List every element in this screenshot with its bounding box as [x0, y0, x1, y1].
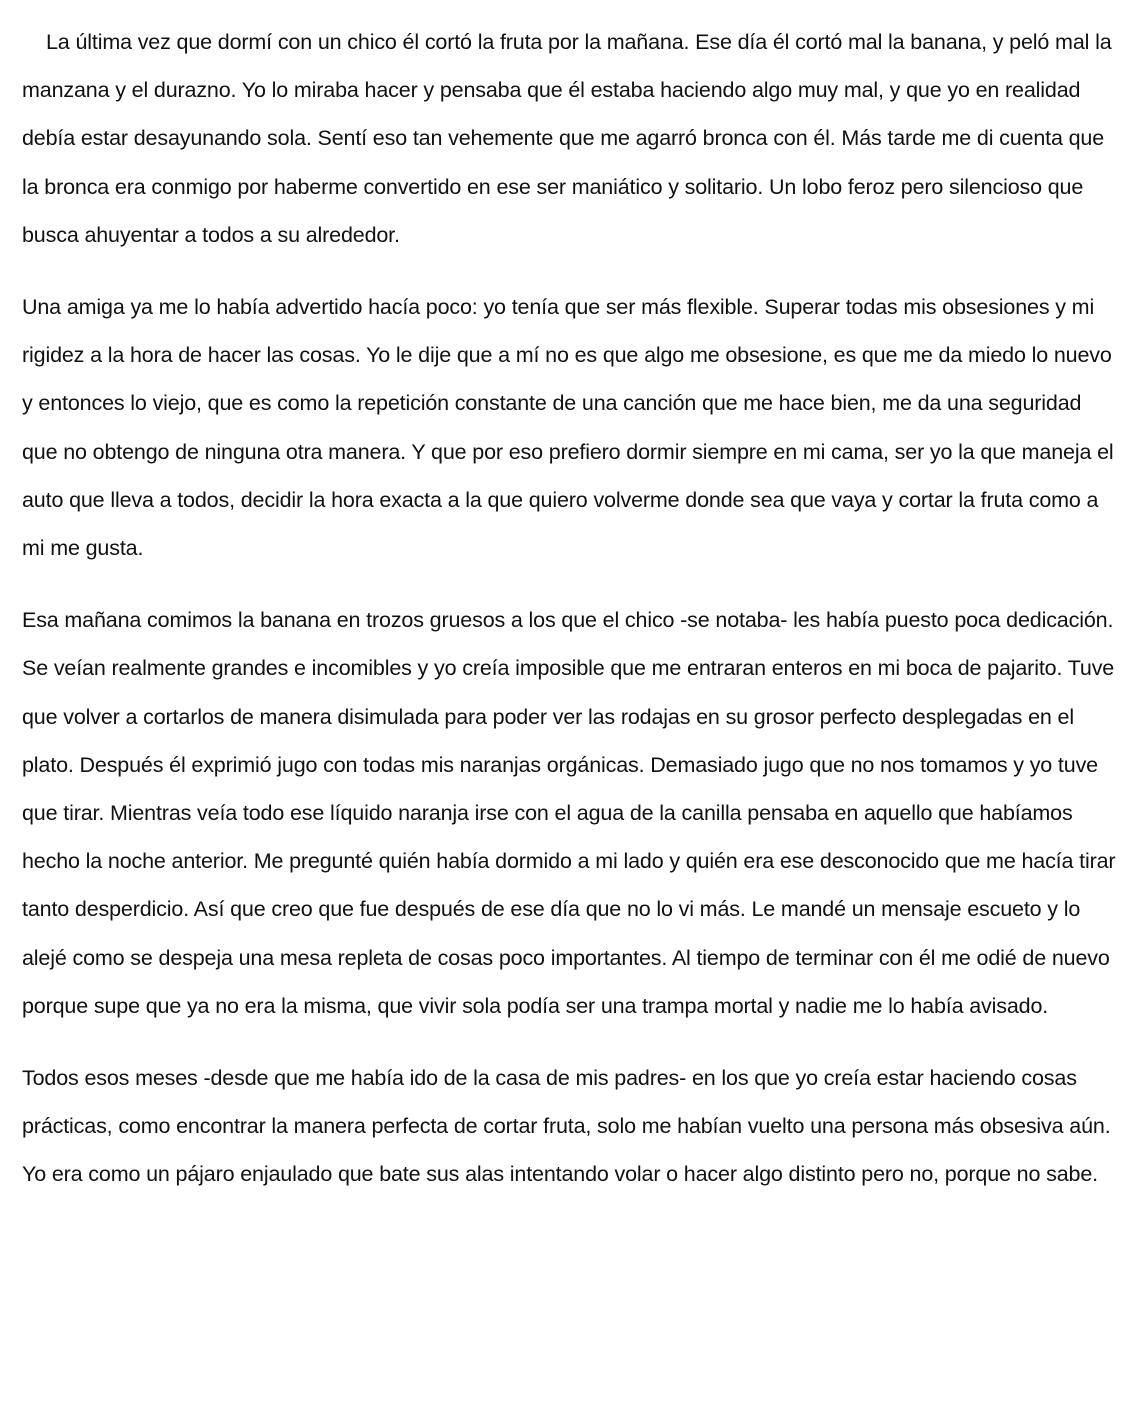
- paragraph-4: Todos esos meses -desde que me había ido de la casa de mis padres- en los que yo creía estar haciendo cosas prácticas, como encontrar la manera perfecta de cortar fruta, solo me habían vuelto una persona más obsesiva aún. Yo era como un pájaro enjaulado que bate sus alas intentando volar o hacer algo distinto pero no, porque no sabe.: [22, 1066, 1111, 1187]
- paragraph-1: La última vez que dormí con un chico él cortó la fruta por la mañana. Ese día él cortó mal la banana, y peló mal la manzana y el durazno. Yo lo miraba hacer y pensaba que él estaba haciendo algo muy mal, y que yo en realidad debía estar desayunando sola. Sentí eso tan vehemente que me agarró bronca con él. Más tarde me di cuenta que la bronca era conmigo por haberme convertido en ese ser maniático y solitario. Un lobo feroz pero silencioso que busca ahuyentar a todos a su alrededor.: [22, 30, 1112, 247]
- paragraph-3: Esa mañana comimos la banana en trozos gruesos a los que el chico -se notaba- les había puesto poca dedicación. Se veían realmente grandes e incomibles y yo creía imposible que me entraran enteros en mi boca de pajarito. Tuve que volver a cortarlos de manera disimulada para poder ver las rodajas en su grosor perfecto desplegadas en el plato. Después él exprimió jugo con todas mis naranjas orgánicas. Demasiado jugo que no nos tomamos y yo tuve que tirar. Mientras veía todo ese líquido naranja irse con el agua de la canilla pensaba en aquello que habíamos hecho la noche anterior. Me pregunté quién había dormido a mi lado y quién era ese desconocido que me hacía tirar tanto desperdicio. Así que creo que fue después de ese día que no lo vi más. Le mandé un mensaje escueto y lo alejé como se despeja una mesa repleta de cosas poco importantes. Al tiempo de terminar con él me odié de nuevo porque supe que ya no era la misma, que vivir sola podía ser una trampa mortal y nadie me lo había avisado.: [22, 608, 1116, 1018]
- document-body: [22, 18, 1120, 1223]
- paragraph-2: Una amiga ya me lo había advertido hacía poco: yo tenía que ser más flexible. Superar todas mis obsesiones y mi rigidez a la hora de hacer las cosas. Yo le dije que a mí no es que algo me obsesione, es que me da miedo lo nuevo y entonces lo viejo, que es como la repetición constante de una canción que me hace bien, me da una seguridad que no obtengo de ninguna otra manera. Y que por eso prefiero dormir siempre en mi cama, ser yo la que maneja el auto que lleva a todos, decidir la hora exacta a la que quiero volverme donde sea que vaya y cortar la fruta como a mi me gusta.: [22, 295, 1114, 561]
